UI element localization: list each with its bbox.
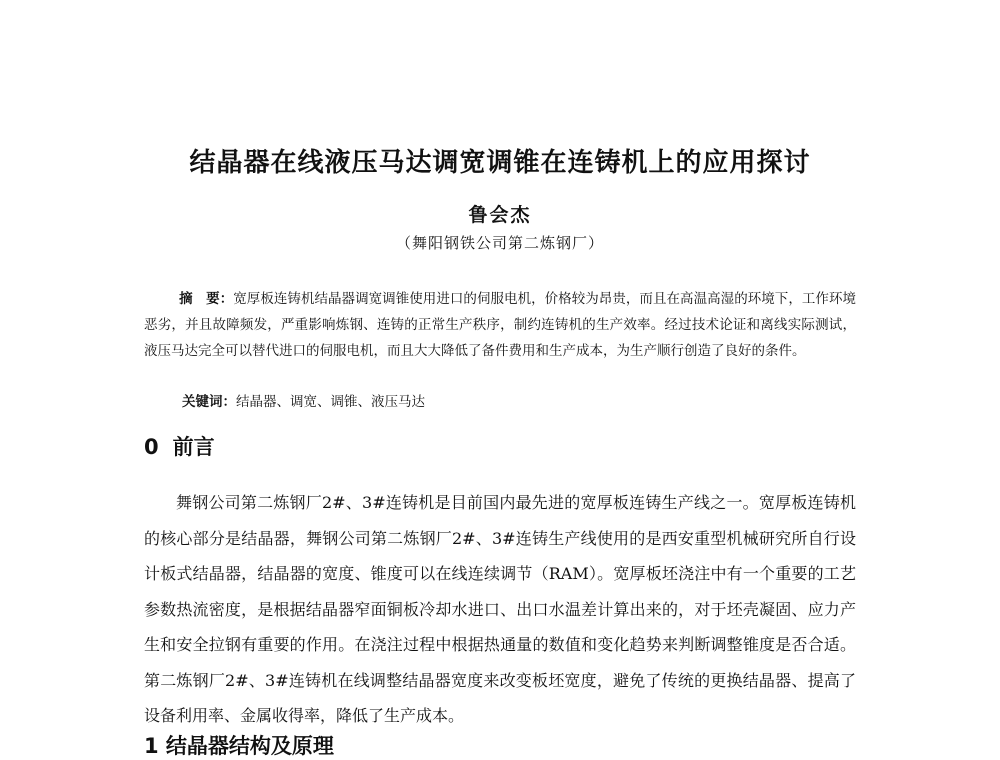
abstract-paragraph xyxy=(144,286,856,364)
section-body xyxy=(144,485,856,734)
keywords-label: 关键词： xyxy=(182,394,236,410)
keywords xyxy=(182,392,425,412)
abstract-text: 宽厚板连铸机结晶器调宽调锥使用进口的伺服电机，价格较为昂贵，而且在高温高湿的环境下，工作环境恶劣，并且故障频发，严重影响炼钢、连铸的正常生产秩序，制约连铸机的生产效率。经过技术论证和离线实际测试，液压马达完全可以替代进口的伺服电机，而且大大降低了备件费用和生产成本，为生产顺行创造了良好的条件。 xyxy=(144,291,856,359)
abstract xyxy=(144,286,856,364)
next-section-heading: 1 结晶器结构及原理 xyxy=(144,734,334,758)
author-affiliation: （舞阳钢铁公司第二炼钢厂） xyxy=(395,234,604,252)
abstract-label: 摘 要： xyxy=(179,291,234,307)
keywords-text: 结晶器、调宽、调锥、液压马达 xyxy=(236,394,425,410)
author-name: 鲁会杰 xyxy=(468,204,532,226)
section-title: 前言 xyxy=(172,435,215,459)
paper-title: 结晶器在线液压马达调宽调锥在连铸机上的应用探讨 xyxy=(189,148,811,178)
section-heading-preface xyxy=(144,431,215,461)
body-paragraph: 舞钢公司第二炼钢厂2#、3#连铸机是目前国内最先进的宽厚板连铸生产线之一。宽厚板连铸机的核心部分是结晶器，舞钢公司第二炼钢厂2#、3#连铸生产线使用的是西安重型机械研究所自行设计板式结晶器，结晶器的宽度、锥度可以在线连续调节（RAM）。宽厚板坯浇注中有一个重要的工艺参数热流密度，是根据结晶器窄面铜板冷却水进口、出口水温差计算出来的，对于坯壳凝固、应力产生和安全拉钢有重要的作用。在浇注过程中根据热通量的数值和变化趋势来判断调整锥度是否合适。第二炼钢厂2#、3#连铸机在线调整结晶器宽度来改变板坯宽度，避免了传统的更换结晶器、提高了设备利用率、金属收得率，降低了生产成本。 xyxy=(144,493,856,725)
section-number: 0 xyxy=(144,435,159,459)
